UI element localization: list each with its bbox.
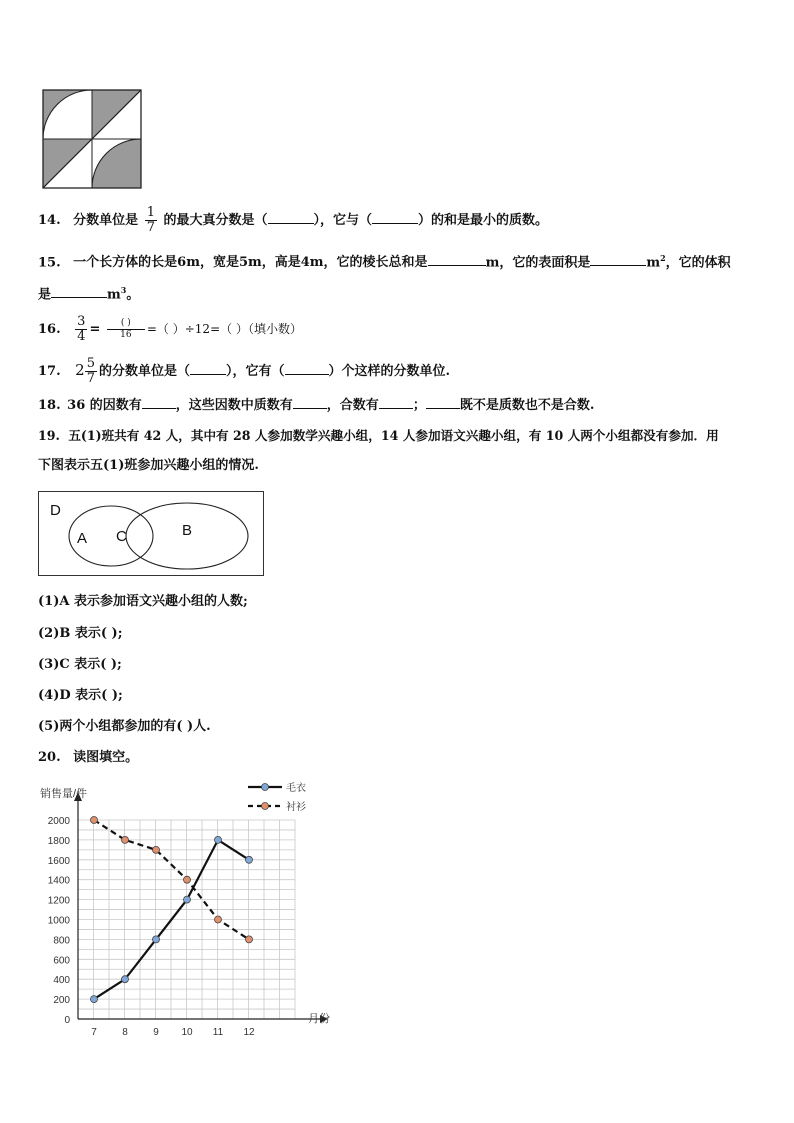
question-text: 五(1)班共有 42 人，其中有 28 人参加数学兴趣小组，14 人参加语文兴趣小组，有 10 人两个小组都没有参加．用 — [68, 428, 719, 443]
equals-sign: = — [89, 322, 101, 337]
venn-label-a: A — [77, 530, 88, 547]
question-text: ）的和是最小的质数。 — [418, 213, 549, 228]
y-tick-label: 800 — [53, 935, 70, 947]
answer-blank[interactable] — [142, 395, 176, 409]
y-tick-label: 1200 — [47, 895, 70, 907]
data-point — [122, 976, 129, 983]
answer-blank[interactable] — [590, 252, 646, 266]
question-text: m，它的表面积是 — [485, 255, 591, 271]
question-16 — [38, 315, 302, 344]
chart-legend — [248, 781, 306, 813]
y-tick-label: 2000 — [47, 816, 70, 827]
data-point — [122, 836, 129, 843]
question-text: 的最大真分数是（ — [163, 213, 268, 228]
question-18 — [38, 395, 594, 415]
data-point — [215, 916, 222, 923]
fraction — [85, 357, 97, 386]
question-text: 读图填空。 — [73, 750, 139, 765]
question-17 — [38, 357, 450, 386]
y-tick-label: 1800 — [47, 835, 70, 847]
y-tick-label: 1400 — [47, 875, 70, 887]
y-tick-label: 1600 — [47, 855, 70, 867]
fraction-numerator: 5 — [86, 356, 95, 371]
data-point — [184, 876, 191, 883]
fraction-denominator: 16 — [120, 330, 132, 340]
x-tick-label: 9 — [153, 1027, 159, 1038]
question-number: 15. — [38, 255, 61, 271]
q19-subquestion-4: (4)D 表示( ); — [38, 688, 123, 703]
fraction-numerator: ( ) — [107, 318, 145, 330]
question-text: 36 的因数有 — [67, 398, 142, 413]
question-text: 分数单位是 — [73, 213, 139, 228]
x-tick-label: 10 — [181, 1027, 193, 1038]
question-number: 14. — [38, 213, 61, 228]
question-19-line-2 — [38, 457, 259, 475]
question-14 — [38, 206, 548, 235]
fraction-denominator: 7 — [146, 220, 155, 235]
question-text: 。 — [126, 287, 140, 303]
fraction-denominator: 7 — [86, 371, 95, 386]
y-tick-labels — [48, 816, 71, 1026]
venn-label-b: B — [182, 522, 193, 539]
data-point — [184, 896, 191, 903]
question-text: ）个这样的分数单位. — [328, 364, 451, 379]
question-text: 是 — [38, 287, 52, 303]
superscript: 2 — [660, 253, 666, 263]
question-number: 17. — [38, 364, 61, 379]
unit-text: m — [107, 287, 121, 303]
question-number: 19. — [38, 428, 60, 443]
answer-blank[interactable] — [285, 361, 329, 375]
legend-label: 衬衫 — [286, 802, 306, 813]
legend-marker — [262, 784, 269, 791]
fraction-numerator: 3 — [77, 314, 86, 329]
question-number: 18. — [38, 398, 61, 413]
x-tick-labels — [91, 1027, 255, 1038]
q19-subquestion-5: (5)两个小组都参加的有( )人. — [38, 719, 211, 734]
question-text: ，它的体积 — [665, 255, 731, 271]
answer-blank[interactable] — [379, 395, 413, 409]
data-point — [153, 846, 160, 853]
answer-blank[interactable] — [428, 252, 486, 266]
question-text: ），它有（ — [226, 364, 285, 379]
mixed-number-whole: 2 — [75, 361, 85, 379]
fraction — [145, 206, 157, 235]
data-point — [91, 817, 98, 824]
y-tick-label: 0 — [64, 1015, 70, 1026]
x-axis-label: 月份 — [308, 1013, 330, 1025]
question-text: ，合数有 — [326, 398, 379, 413]
question-text: =（ ）÷12=（ ）（填小数） — [146, 322, 302, 336]
question-19-line-1 — [38, 427, 719, 445]
question-15-line-1 — [38, 249, 731, 272]
question-text: ； — [412, 398, 426, 413]
legend-marker — [262, 803, 269, 810]
data-point — [215, 836, 222, 843]
question-text: 一个长方体的长是6m，宽是5m，高是4m，它的棱长总和是 — [73, 255, 428, 271]
fraction-blank[interactable] — [107, 318, 145, 341]
question-text: 下图表示五(1)班参加兴趣小组的情况. — [38, 458, 259, 473]
question-text: ），它与（ — [313, 213, 373, 228]
answer-blank[interactable] — [426, 395, 460, 409]
q19-subquestion-2: (2)B 表示( ); — [38, 626, 123, 641]
q19-subquestion-1: (1)A 表示参加语文兴趣小组的人数; — [38, 594, 248, 609]
x-tick-label: 12 — [243, 1027, 255, 1038]
question-20 — [38, 749, 138, 767]
question-text: ，这些因数中质数有 — [175, 398, 293, 413]
answer-blank[interactable] — [268, 210, 314, 224]
unit-text: m — [646, 255, 661, 271]
question-number: 20. — [38, 750, 61, 765]
x-tick-label: 7 — [91, 1027, 97, 1038]
answer-blank[interactable] — [51, 284, 107, 298]
answer-blank[interactable] — [372, 210, 418, 224]
legend-label: 毛衣 — [286, 783, 306, 794]
superscript: 3 — [120, 285, 127, 295]
fraction-denominator: 4 — [77, 329, 86, 344]
answer-blank[interactable] — [293, 395, 327, 409]
venn-label-c: C — [116, 528, 127, 545]
data-point — [246, 856, 253, 863]
y-tick-label: 1000 — [47, 915, 70, 927]
y-axis-label: 销售量/件 — [40, 788, 88, 800]
data-point — [246, 936, 253, 943]
venn-diagram — [38, 491, 266, 578]
fraction-numerator: 1 — [146, 205, 155, 220]
y-tick-label: 200 — [53, 995, 70, 1007]
x-tick-label: 11 — [212, 1027, 224, 1038]
q19-subquestion-3: (3)C 表示( ); — [38, 657, 122, 672]
question-15-line-2 — [38, 281, 139, 304]
answer-blank[interactable] — [190, 361, 226, 375]
y-tick-label: 600 — [53, 955, 70, 967]
x-tick-label: 8 — [122, 1027, 128, 1038]
question-text: 的分数单位是（ — [98, 364, 190, 379]
venn-label-d: D — [50, 502, 61, 519]
y-tick-label: 400 — [53, 975, 70, 987]
fraction — [75, 315, 87, 344]
data-point — [91, 996, 98, 1003]
data-point — [153, 936, 160, 943]
question-text: 既不是质数也不是合数. — [459, 398, 595, 413]
question-number: 16. — [38, 322, 61, 337]
pinwheel-figure — [40, 88, 144, 190]
sales-line-chart — [30, 775, 350, 1045]
